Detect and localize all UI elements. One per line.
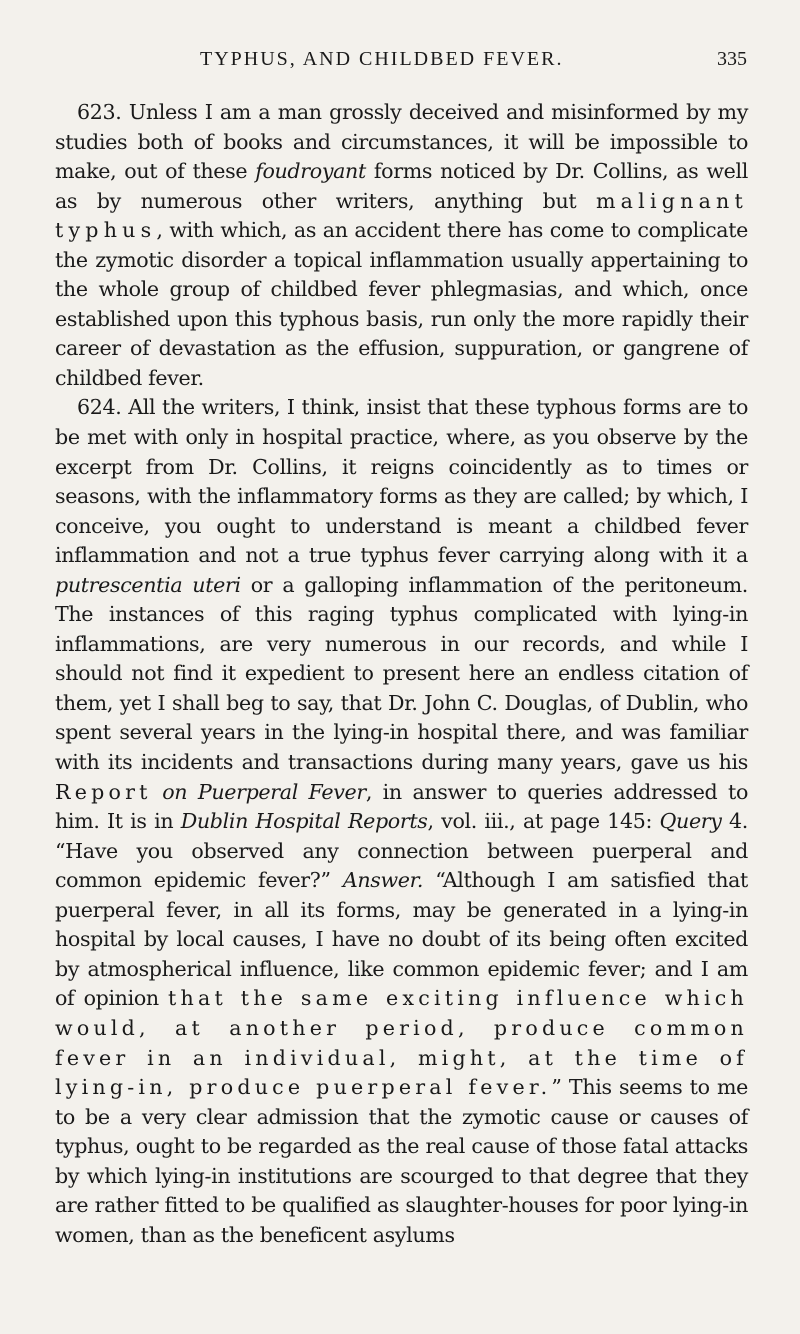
book-page	[55, 18, 750, 1318]
paragraph-text: Unless I am a man grossly deceived and misinformed by my studies both of books and circumstances, it will be impossible to make, out of these	[55, 100, 748, 184]
italic-term: Query	[659, 809, 722, 834]
paragraph-number: 623.	[77, 100, 122, 124]
italic-term: foudroyant	[255, 159, 366, 184]
paragraph-text: , vol. iii., at page 145:	[427, 809, 660, 834]
spaced-emphasis: malignant typhus	[55, 188, 748, 243]
italic-term: putrescentia uteri	[55, 572, 241, 597]
italic-term: Answer.	[342, 868, 424, 893]
paragraph-number: 624.	[77, 395, 122, 420]
paragraph-text	[152, 780, 163, 804]
paragraph-623	[55, 98, 748, 393]
paragraph-624	[55, 393, 748, 1250]
running-head	[55, 18, 750, 70]
paragraph-text: , with which, as an accident there has come to complicate the zymotic disorder a topical inflammation usually appertaining to the whole group of childbed fever phlegmasias, and which, once established upon this typhous basis, run only the more rapidly their career of devastation as the effusion, suppuration, or gangrene of childbed fever.	[55, 218, 748, 390]
spaced-quotation: that the same exciting influence which would, at another period, produce common fever in an individual, might, at the time of lying-in, produce puerperal fever.	[55, 986, 748, 1100]
paragraph-text: “Although I am satisfied that puerperal fever, in all its forms, may be generated in a lying-in hospital by local causes, I have no doubt of its being often excited by atmospherical influence, like common epidemic fever; and I am of opinion	[55, 868, 748, 1011]
body-text	[55, 98, 748, 1250]
spaced-emphasis: Report	[55, 779, 152, 804]
paragraph-text: , in answer to queries addressed to him. It is in	[55, 779, 748, 834]
paragraph-text: 4. “Have you observed any connection between puerperal and common epidemic fever?”	[55, 809, 748, 893]
running-title: TYPHUS, AND CHILDBED FEVER.	[200, 48, 564, 70]
italic-title: on Puerperal Fever	[162, 779, 366, 804]
paragraph-text: All the writers, I think, insist that these typhous forms are to be met with only in hospital practice, where, as you observe by the excerpt from Dr. Collins, it reigns coincidently as to times or seasons, with the inflammatory forms as they are called; by which, I conceive, you ought to understand is meant a childbed fever inflammation and not a true typhus fever carrying along with it a	[55, 395, 748, 568]
italic-title: Dublin Hospital Reports	[180, 809, 428, 834]
page-number: 335	[717, 48, 747, 70]
paragraph-text: or a galloping inflammation of the peritoneum. The instances of this raging typhus complicated with lying-in inflammations, are very numerous in our records, and while I should not find it expedient to present here an endless citation of them, yet I shall beg to say, that Dr. John C. Douglas, of Dublin, who spent several years in the lying-in hospital there, and was familiar with its incidents and transactions during many years, gave us his	[55, 572, 748, 775]
paragraph-text: forms noticed by Dr. Collins, as well as by numerous other writers, anything but	[55, 159, 748, 213]
paragraph-text: ” This seems to me to be a very clear admission that the zymotic cause or causes of typhus, ought to be regarded as the real cause of those fatal attacks by which lying-in institutions are scourged to that degree that they are rather fitted to be qualified as slaughter-houses for poor lying-in women, than as the beneficent asylums	[55, 1075, 748, 1247]
